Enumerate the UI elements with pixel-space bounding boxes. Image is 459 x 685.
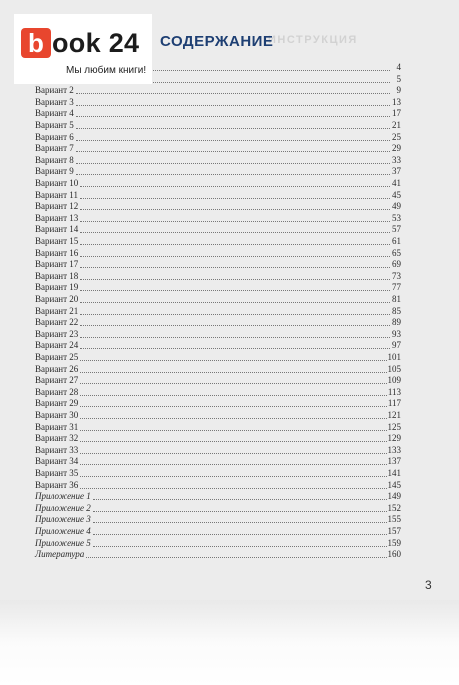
- dot-leader: [86, 557, 386, 558]
- toc-entry-page: 113: [387, 386, 401, 397]
- toc-entry-label: Вариант 4: [35, 108, 74, 119]
- toc-row: [35, 190, 401, 201]
- toc-entry-label: Приложение 3: [35, 514, 91, 525]
- toc-entry-label: Вариант 35: [35, 468, 79, 478]
- toc-row: [35, 259, 401, 270]
- toc-row: [35, 352, 401, 363]
- dot-leader: [80, 430, 386, 431]
- dot-leader: [80, 186, 390, 187]
- toc-entry-page: 49: [392, 201, 401, 212]
- toc-row: [35, 178, 401, 189]
- dot-leader: [80, 453, 386, 454]
- toc-entry-label: Вариант 3: [35, 96, 74, 107]
- dot-leader: [76, 163, 390, 164]
- toc-row: [35, 143, 401, 154]
- toc-row: [35, 340, 401, 351]
- toc-entry-label: Вариант 21: [35, 305, 79, 316]
- toc-row: [35, 491, 401, 502]
- dot-leader: [76, 140, 390, 141]
- toc-entry-page: 65: [392, 247, 401, 258]
- dot-leader: [80, 198, 390, 199]
- toc-entry-page: 37: [392, 166, 401, 177]
- toc-entry-label: Вариант 36: [35, 479, 79, 490]
- toc-row: [35, 375, 401, 386]
- toc-entry-page: 159: [387, 537, 401, 548]
- toc-entry-label: Вариант 29: [35, 398, 79, 409]
- dot-leader: [80, 395, 387, 396]
- dot-leader: [80, 418, 386, 419]
- toc-entry-page: 157: [387, 526, 401, 536]
- dot-leader: [80, 348, 390, 349]
- toc-row: [35, 201, 401, 212]
- toc-entry-page: 17: [392, 108, 401, 119]
- logo-b-mark: b: [21, 28, 51, 58]
- toc-entry-page: 25: [392, 131, 401, 142]
- toc-entry-label: Вариант 23: [35, 328, 79, 339]
- toc-entry-page: 85: [392, 305, 401, 316]
- toc-entry-label: Вариант 24: [35, 340, 79, 351]
- dot-leader: [93, 522, 387, 523]
- dot-leader: [80, 290, 390, 291]
- toc-entry-label: Вариант 15: [35, 236, 79, 246]
- toc-row: [35, 108, 401, 119]
- toc-entry-label: Вариант 14: [35, 224, 79, 235]
- dot-leader: [76, 174, 390, 175]
- toc-entry-label: Вариант 8: [35, 154, 74, 165]
- toc-entry-label: Вариант 17: [35, 259, 79, 270]
- toc-row: [35, 503, 401, 514]
- dot-leader: [80, 325, 390, 326]
- toc-entry-page: 9: [396, 85, 401, 96]
- dot-leader: [80, 267, 390, 268]
- toc-row: [35, 526, 401, 537]
- toc-entry-page: 145: [387, 479, 401, 490]
- toc-entry-page: 45: [392, 189, 401, 200]
- toc-entry-label: Вариант 19: [35, 282, 79, 293]
- dot-leader: [80, 406, 387, 407]
- dot-leader: [80, 337, 390, 338]
- toc-entry-page: 149: [387, 491, 401, 502]
- dot-leader: [80, 488, 386, 489]
- dot-leader: [80, 232, 390, 233]
- toc-entry-label: Приложение 1: [35, 491, 91, 502]
- dot-leader: [80, 314, 390, 315]
- toc-entry-page: 33: [392, 154, 401, 165]
- toc-entry-page: 53: [392, 212, 401, 223]
- toc-entry-label: Вариант 34: [35, 456, 79, 467]
- toc-entry-label: Вариант 13: [35, 212, 79, 223]
- toc-entry-page: 155: [387, 514, 401, 525]
- toc-entry-page: 133: [387, 444, 401, 455]
- dot-leader: [80, 383, 386, 384]
- toc-row: [35, 166, 401, 177]
- toc-row: [35, 538, 401, 549]
- toc-entry-page: 41: [392, 178, 401, 188]
- toc-entry-page: 73: [392, 270, 401, 281]
- toc-entry-page: 93: [392, 328, 401, 339]
- toc-entry-label: Вариант 25: [35, 352, 79, 362]
- toc-row: [35, 132, 401, 143]
- toc-row: [35, 248, 401, 259]
- dot-leader: [80, 476, 386, 477]
- toc-entry-page: 29: [392, 143, 401, 154]
- toc-row: [35, 306, 401, 317]
- toc-row: [35, 410, 401, 421]
- toc-entry-page: 125: [387, 421, 401, 432]
- dot-leader: [80, 464, 386, 465]
- toc-entry-label: Вариант 28: [35, 386, 79, 397]
- toc-entry-label: Вариант 9: [35, 166, 74, 177]
- dot-leader: [76, 151, 390, 152]
- toc-entry-page: 152: [387, 502, 401, 513]
- toc-entry-page: 4: [396, 62, 401, 72]
- toc-entry-label: Вариант 16: [35, 247, 79, 258]
- toc-entry-label: Вариант 32: [35, 433, 79, 444]
- toc-entry-page: 97: [392, 340, 401, 351]
- toc-row: [35, 514, 401, 525]
- toc-entry-label: Вариант 33: [35, 444, 79, 455]
- dot-leader: [80, 244, 390, 245]
- toc-entry-page: 13: [392, 96, 401, 107]
- dot-leader: [80, 441, 386, 442]
- page-shadow: [0, 600, 459, 685]
- toc-row: [35, 294, 401, 305]
- dot-leader: [80, 360, 386, 361]
- toc-entry-page: 101: [387, 352, 401, 362]
- toc-entry-label: Вариант 31: [35, 421, 79, 432]
- dot-leader: [76, 105, 390, 106]
- toc-row: [35, 224, 401, 235]
- toc-row: [35, 155, 401, 166]
- dot-leader: [80, 279, 390, 280]
- dot-leader: [80, 302, 390, 303]
- dot-leader: [93, 546, 387, 547]
- toc-entry-label: Вариант 27: [35, 375, 79, 386]
- toc-entry-page: 57: [392, 224, 401, 235]
- ghost-title: ИНСТРУКЦИЯ: [268, 34, 358, 46]
- toc-entry-label: Вариант 30: [35, 410, 79, 420]
- dot-leader: [80, 221, 390, 222]
- toc-row: [35, 387, 401, 398]
- toc-entry-page: 105: [387, 363, 401, 374]
- toc-entry-page: 77: [392, 282, 401, 293]
- toc-row: [35, 549, 401, 560]
- toc-entry-label: Вариант 12: [35, 201, 79, 212]
- toc-entry-page: 69: [392, 259, 401, 270]
- toc-entry-label: Вариант 26: [35, 363, 79, 374]
- book24-logo[interactable]: [14, 14, 152, 84]
- toc-entry-label: Вариант 11: [35, 189, 78, 200]
- dot-leader: [93, 534, 387, 535]
- toc-row: [35, 364, 401, 375]
- dot-leader: [76, 93, 390, 94]
- toc-entry-page: 61: [392, 236, 401, 246]
- toc-entry-label: Приложение 4: [35, 526, 91, 536]
- toc-row: [35, 468, 401, 479]
- page-title: СОДЕРЖАНИЕ: [160, 33, 274, 50]
- toc-row: [35, 480, 401, 491]
- toc-row: [35, 236, 401, 247]
- toc-row: [35, 317, 401, 328]
- toc-entry-page: 5: [396, 73, 401, 84]
- toc-entry-page: 117: [387, 398, 401, 409]
- toc-entry-page: 137: [387, 456, 401, 467]
- toc-row: [35, 445, 401, 456]
- toc-entry-label: Вариант 20: [35, 294, 79, 304]
- toc-row: [35, 329, 401, 340]
- dot-leader: [80, 256, 390, 257]
- toc-entry-label: Приложение 5: [35, 537, 91, 548]
- toc-entry-label: Вариант 22: [35, 317, 79, 328]
- toc-entry-page: 129: [387, 433, 401, 444]
- dot-leader: [76, 116, 390, 117]
- toc-entry-label: Вариант 5: [35, 120, 74, 130]
- toc-entry-page: 89: [392, 317, 401, 328]
- toc-entry-label: Вариант 10: [35, 178, 79, 188]
- dot-leader: [93, 511, 387, 512]
- toc-entry-label: Вариант 6: [35, 131, 74, 142]
- toc-entry-page: 121: [387, 410, 401, 420]
- toc-entry-page: 81: [392, 294, 401, 304]
- toc-entry-label: Приложение 2: [35, 502, 91, 513]
- toc-row: [35, 456, 401, 467]
- page-number: 3: [425, 578, 432, 592]
- dot-leader: [80, 372, 386, 373]
- toc-entry-label: Вариант 2: [35, 85, 74, 96]
- toc-row: [35, 433, 401, 444]
- toc-row: [35, 213, 401, 224]
- toc-entry-label: Вариант 18: [35, 270, 79, 281]
- toc-entry-page: 21: [392, 120, 401, 130]
- logo-tagline: Мы любим книги!: [66, 65, 147, 76]
- toc-entry-label: Литература: [35, 549, 85, 560]
- dot-leader: [93, 499, 387, 500]
- toc-entry-page: 160: [387, 549, 401, 560]
- toc-row: [35, 398, 401, 409]
- toc-row: [35, 271, 401, 282]
- logo-wordmark: ook 24: [52, 28, 140, 58]
- toc-row: [35, 85, 401, 96]
- toc-row: [35, 97, 401, 108]
- toc-row: [35, 282, 401, 293]
- toc-row: [35, 422, 401, 433]
- toc-entry-label: Вариант 7: [35, 143, 74, 154]
- toc-entry-page: 109: [387, 375, 401, 386]
- dot-leader: [76, 128, 390, 129]
- dot-leader: [80, 209, 390, 210]
- toc-entry-page: 141: [387, 468, 401, 478]
- toc-row: [35, 120, 401, 131]
